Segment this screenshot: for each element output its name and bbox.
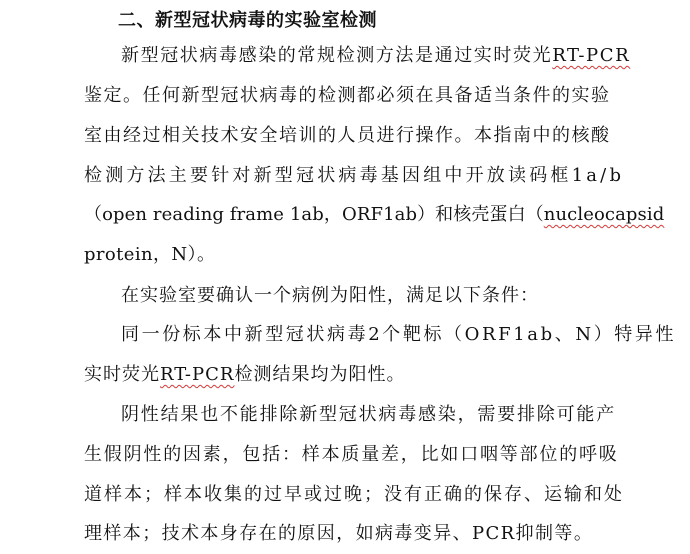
paragraph-4-line-4: 理样本；技术本身存在的原因，如病毒变异、PCR抑制等。 — [84, 523, 594, 544]
text-run: （open reading frame 1ab，ORF1ab）和核壳蛋白（ — [84, 204, 544, 225]
paragraph-3-line-1: 同一份标本中新型冠状病毒2个靶标（ORF1ab、N）特异性 — [121, 324, 677, 345]
text-run: 检测结果均为阳性。 — [234, 364, 406, 385]
paragraph-1-line-2: 鉴定。任何新型冠状病毒的检测都必须在具备适当条件的实验 — [84, 85, 611, 106]
text-run: 新型冠状病毒感染的常规检测方法是通过实时荧光 — [121, 45, 553, 66]
spellcheck-flagged-term: RT-PCR — [160, 364, 235, 385]
spellcheck-flagged-term: RT-PCR — [552, 45, 631, 66]
paragraph-1-line-1 — [121, 44, 630, 68]
paragraph-1-line-5 — [84, 203, 664, 227]
section-heading: 二、新型冠状病毒的实验室检测 — [118, 10, 377, 31]
paragraph-3-line-2 — [84, 363, 405, 387]
paragraph-1-line-3: 室由经过相关技术安全培训的人员进行操作。本指南中的核酸 — [84, 125, 611, 146]
paragraph-4-line-3: 道样本；样本收集的过早或过晚；没有正确的保存、运输和处 — [84, 484, 624, 505]
paragraph-4-line-1: 阴性结果也不能排除新型冠状病毒感染，需要排除可能产 — [121, 404, 616, 425]
paragraph-1-line-4: 检测方法主要针对新型冠状病毒基因组中开放读码框1a/b — [84, 165, 625, 186]
paragraph-1-line-6: protein，N）。 — [84, 244, 216, 265]
paragraph-4-line-2: 生假阴性的因素，包括：样本质量差，比如口咽等部位的呼吸 — [84, 444, 619, 465]
spellcheck-flagged-term: nucleocapsid — [543, 204, 665, 225]
paragraph-2-line-1: 在实验室要确认一个病例为阳性，满足以下条件： — [121, 285, 539, 306]
text-run: 实时荧光 — [84, 364, 160, 385]
